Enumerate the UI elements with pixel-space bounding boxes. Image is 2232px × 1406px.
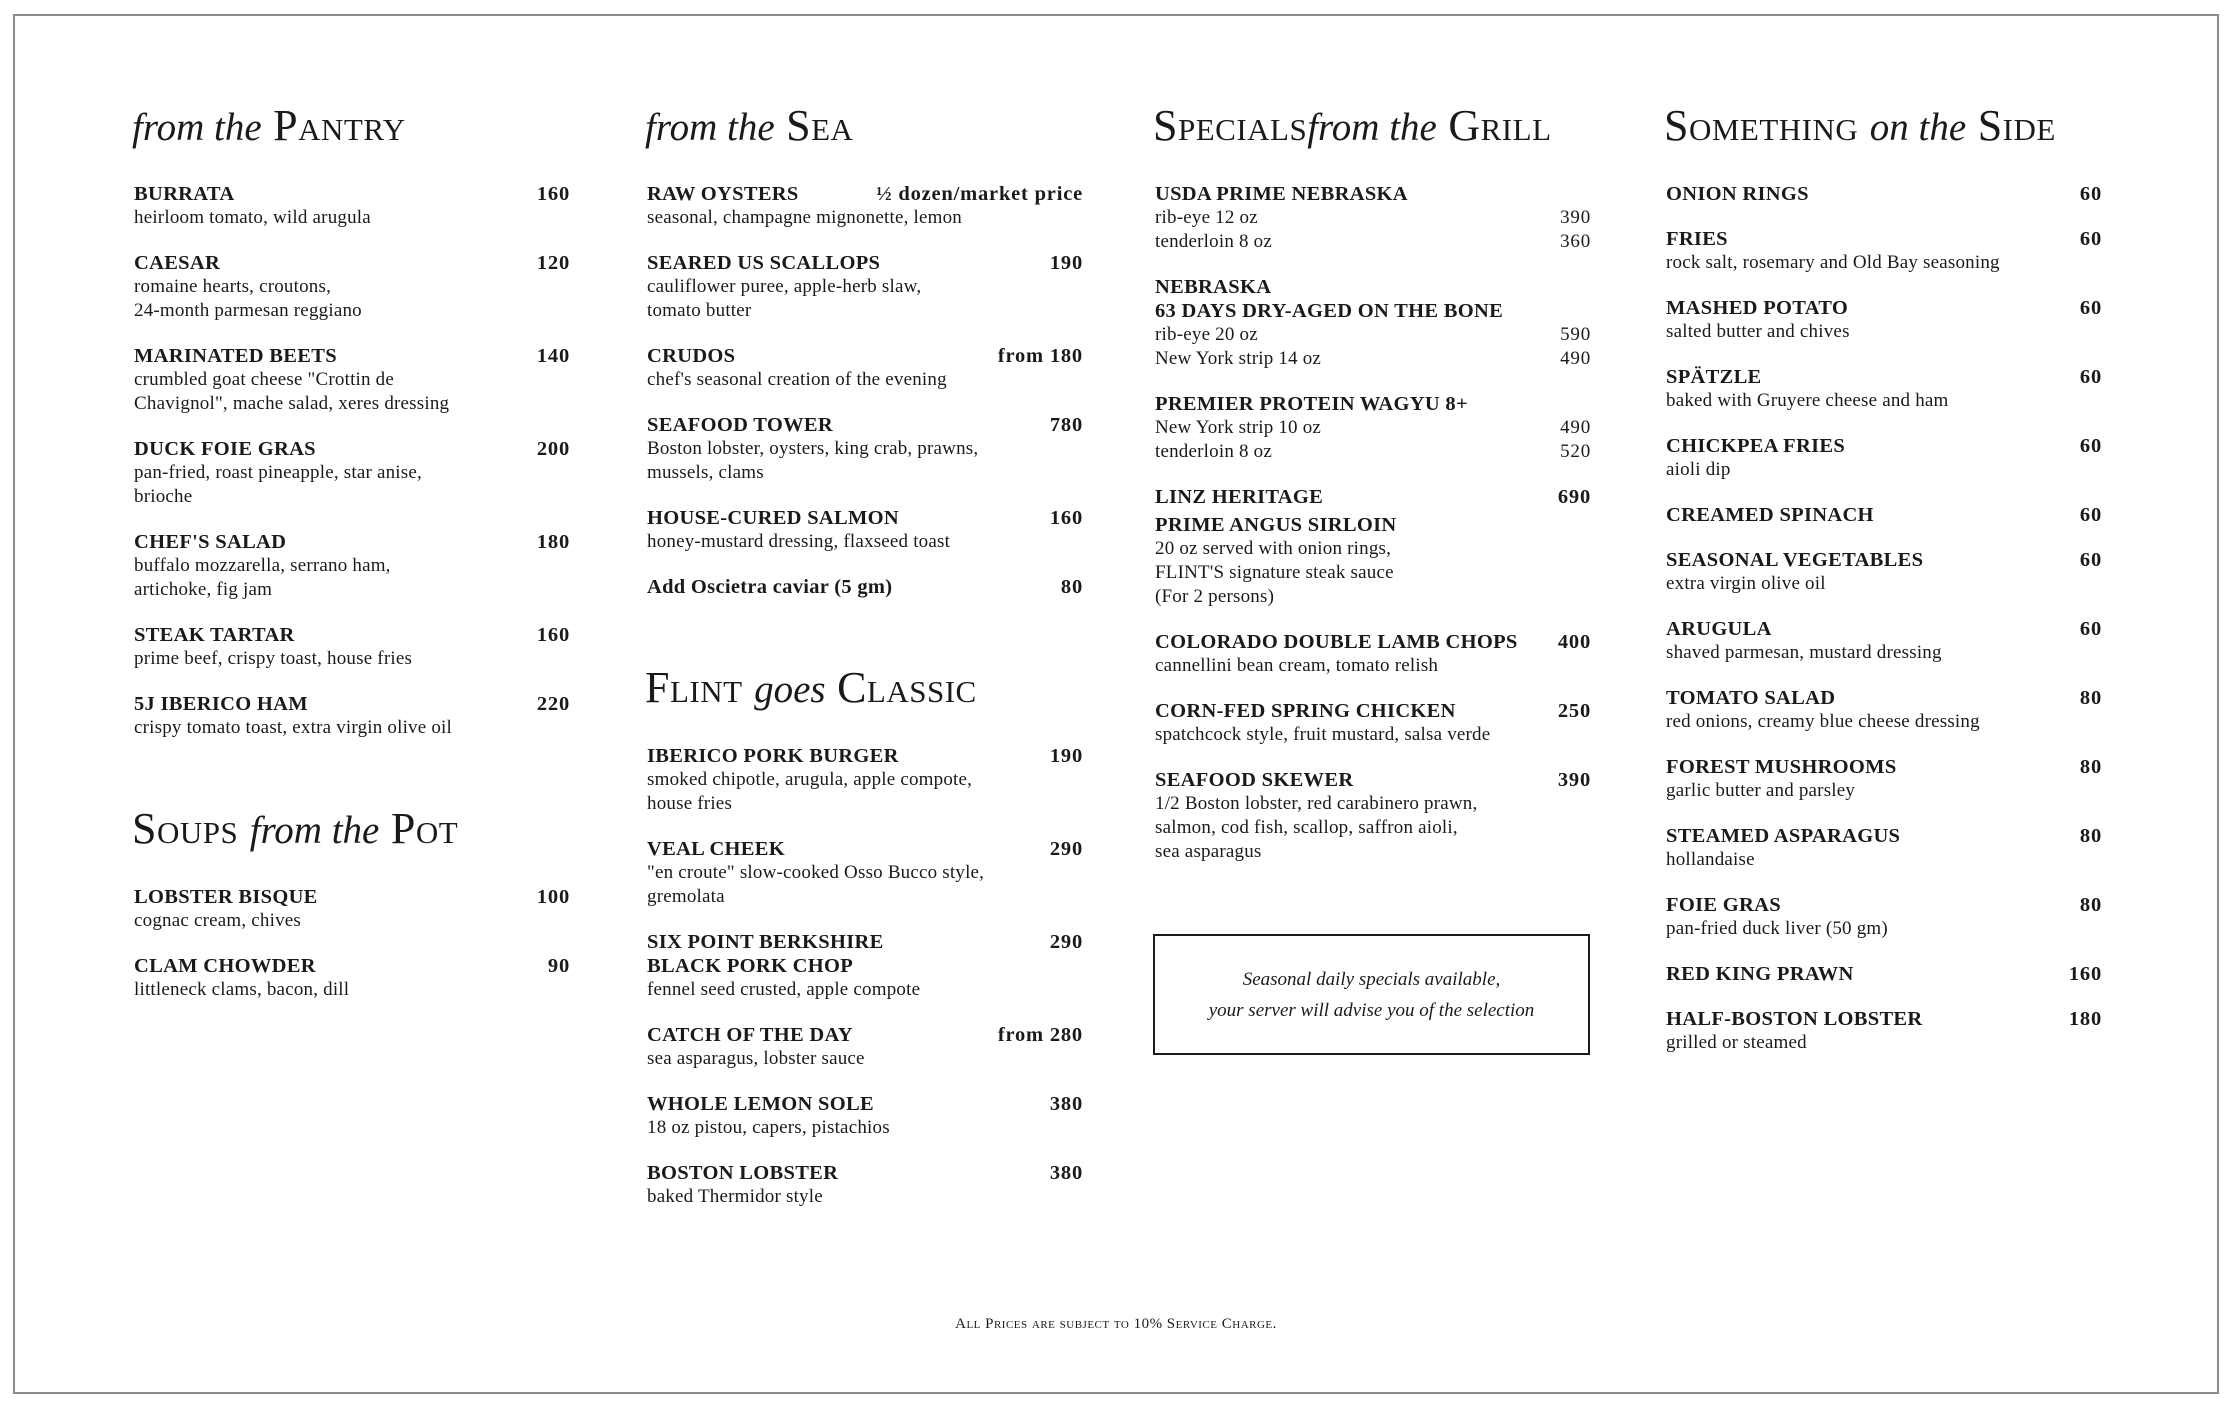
item-price: 180 [2068,1008,2102,1030]
item-name: SEAFOOD TOWER [647,414,833,436]
item-name-line2: PRIME ANGUS SIRLOIN [1155,514,1397,536]
menu-item-wagyu [1155,392,1591,464]
item-name: ONION RINGS [1666,183,1809,205]
item-name: ARUGULA [1666,618,1772,640]
menu-item [134,623,570,671]
item-name: IBERICO PORK BURGER [647,745,899,767]
item-desc: Chavignol", mache salad, xeres dressing [134,393,450,414]
menu-item [647,1023,1083,1071]
item-desc: (For 2 persons) [1155,586,1275,607]
section-title-grill: Specialsfrom the Grill [1153,101,1552,150]
item-price: 60 [2079,618,2102,640]
item-desc: hollandaise [1666,849,1755,870]
item-desc: seasonal, champagne mignonette, lemon [647,207,962,228]
item-name: FRIES [1666,228,1728,250]
item-desc: chef's seasonal creation of the evening [647,369,947,390]
item-desc: grilled or steamed [1666,1032,1807,1053]
item-desc: gremolata [647,886,725,907]
item-price: 200 [536,438,570,460]
item-price: 60 [2079,297,2102,319]
specials-line-2: your server will advise you of the selection [1208,999,1535,1021]
item-desc: artichoke, fig jam [134,579,273,600]
item-desc: salmon, cod fish, scallop, saffron aioli, [1155,817,1458,838]
item-desc: tomato butter [647,300,752,321]
menu-item [134,344,570,416]
section-title-sea: from the Sea [645,101,854,150]
item-price: 80 [2079,756,2102,778]
item-price: 180 [536,531,570,553]
item-desc: smoked chipotle, arugula, apple compote, [647,769,973,790]
item-name: HALF-BOSTON LOBSTER [1666,1008,1923,1030]
item-name-line2: 63 DAYS DRY-AGED ON THE BONE [1155,300,1504,322]
item-price: ½ dozen/market price [876,183,1083,205]
item-name: PREMIER PROTEIN WAGYU 8+ [1155,393,1468,415]
item-price: 60 [2079,504,2102,526]
item-name-line2: BLACK PORK CHOP [647,955,854,977]
column-grill [1155,94,1591,885]
item-price: 60 [2079,366,2102,388]
item-name: FOREST MUSHROOMS [1666,756,1897,778]
item-desc: "en croute" slow-cooked Osso Bucco style, [647,862,985,883]
item-desc: extra virgin olive oil [1666,573,1826,594]
section-title-pantry: from the Pantry [132,101,406,150]
item-price: 220 [536,693,570,715]
item-price: 80 [1060,576,1083,598]
item-desc: littleneck clams, bacon, dill [134,979,350,1000]
menu-item [134,954,570,1002]
menu-item [1666,182,2102,206]
item-desc: crumbled goat cheese "Crottin de [134,369,395,390]
item-desc: sea asparagus, lobster sauce [647,1048,865,1069]
item-name: DUCK FOIE GRAS [134,438,316,460]
item-desc: romaine hearts, croutons, [134,276,332,297]
menu-item [647,251,1083,323]
item-desc: Boston lobster, oysters, king crab, prawns, [647,438,979,459]
item-price: 780 [1049,414,1083,436]
item-desc: shaved parmesan, mustard dressing [1666,642,1942,663]
menu-item-nebraska [1155,275,1591,371]
menu-item [1666,962,2102,986]
item-name: VEAL CHEEK [647,838,785,860]
item-desc: pan-fried duck liver (50 gm) [1666,918,1888,939]
item-name: USDA PRIME NEBRASKA [1155,183,1408,205]
menu-item [1666,893,2102,941]
item-desc: pan-fried, roast pineapple, star anise, [134,462,422,483]
menu-item [134,692,570,740]
item-price: 380 [1049,1162,1083,1184]
item-desc: heirloom tomato, wild arugula [134,207,371,228]
menu-item [134,530,570,602]
service-charge-note: All Prices are subject to 10% Service Charge. [955,1316,1277,1332]
item-price: 190 [1049,252,1083,274]
item-desc: spatchcock style, fruit mustard, salsa verde [1155,724,1491,745]
menu-item [647,506,1083,554]
item-desc: 20 oz served with onion rings, [1155,538,1392,559]
item-desc: aioli dip [1666,459,1731,480]
item-price: 60 [2079,183,2102,205]
item-name: FOIE GRAS [1666,894,1781,916]
menu-item [1666,1007,2102,1055]
item-price: 290 [1049,838,1083,860]
section-title-soups: Soups from the Pot [132,804,459,853]
item-desc: cannellini bean cream, tomato relish [1155,655,1439,676]
menu-item [647,837,1083,909]
item-price: 60 [2079,228,2102,250]
item-name: WHOLE LEMON SOLE [647,1093,874,1115]
menu-item [1666,824,2102,872]
column-sea-classic [647,94,1083,1230]
item-desc: crispy tomato toast, extra virgin olive oil [134,717,452,738]
menu-item [647,1161,1083,1209]
item-name: STEAMED ASPARAGUS [1666,825,1901,847]
item-name: COLORADO DOUBLE LAMB CHOPS [1155,631,1518,653]
cut-row: New York strip 10 oz 490 [1155,417,1591,438]
menu-item [1666,503,2102,527]
item-price: 60 [2079,549,2102,571]
item-name: BURRATA [134,183,235,205]
item-desc: house fries [647,793,733,814]
cut-row: tenderloin 8 oz 520 [1155,441,1591,462]
item-name: SIX POINT BERKSHIRE [647,931,884,953]
item-price: 90 [547,955,570,977]
menu-item [647,1092,1083,1140]
item-name: LOBSTER BISQUE [134,886,318,908]
menu-item-lamb [1155,630,1591,678]
item-name: CATCH OF THE DAY [647,1024,853,1046]
item-price: 690 [1557,486,1591,508]
cut-row: New York strip 14 oz 490 [1155,348,1591,369]
soups-items [134,885,570,1002]
item-name: MASHED POTATO [1666,297,1849,319]
cut-row: rib-eye 20 oz 590 [1155,324,1591,345]
item-price: from 280 [997,1024,1083,1046]
item-desc: cauliflower puree, apple-herb slaw, [647,276,922,297]
item-price: 400 [1557,631,1591,653]
section-title-side: Something on the Side [1664,101,2056,150]
column-side [1666,94,2102,1076]
menu-item-chicken [1155,699,1591,747]
item-price: 140 [536,345,570,367]
item-name: RAW OYSTERS [647,183,799,205]
menu-item [1666,227,2102,275]
item-name: LINZ HERITAGE [1155,486,1324,508]
item-name: 5J IBERICO HAM [134,693,308,715]
item-name: CAESAR [134,252,221,274]
classic-items [647,744,1083,1209]
item-desc: 24-month parmesan reggiano [134,300,362,321]
menu-item [647,930,1083,1002]
item-price: 390 [1557,769,1591,791]
menu-item [134,437,570,509]
item-desc: brioche [134,486,193,507]
menu-item [647,413,1083,485]
menu-item-usda [1155,182,1591,254]
menu-item [1666,548,2102,596]
item-price: 290 [1049,931,1083,953]
item-price: 160 [1049,507,1083,529]
item-name: SEASONAL VEGETABLES [1666,549,1924,571]
item-desc: baked with Gruyere cheese and ham [1666,390,1949,411]
item-name: SPÄTZLE [1666,366,1762,388]
item-price: 160 [2068,963,2102,985]
item-name: MARINATED BEETS [134,345,337,367]
item-desc: rock salt, rosemary and Old Bay seasoning [1666,252,2000,273]
menu-item [1666,686,2102,734]
item-name: Add Oscietra caviar (5 gm) [647,576,893,598]
menu-item [647,344,1083,392]
item-name: TOMATO SALAD [1666,687,1836,709]
menu-item-linz [1155,485,1591,609]
menu-item [647,575,1083,599]
item-price: 190 [1049,745,1083,767]
item-desc: 1/2 Boston lobster, red carabinero prawn, [1155,793,1478,814]
item-price: 80 [2079,687,2102,709]
item-desc: FLINT'S signature steak sauce [1155,562,1394,583]
daily-specials-note [1153,934,1590,1055]
item-name: CREAMED SPINACH [1666,504,1874,526]
item-name: CHICKPEA FRIES [1666,435,1846,457]
menu-item [1666,365,2102,413]
item-desc: buffalo mozzarella, serrano ham, [134,555,391,576]
item-desc: red onions, creamy blue cheese dressing [1666,711,1980,732]
item-desc: honey-mustard dressing, flaxseed toast [647,531,951,552]
item-price: 60 [2079,435,2102,457]
item-name: BOSTON LOBSTER [647,1162,839,1184]
menu-item [1666,434,2102,482]
item-desc: salted butter and chives [1666,321,1850,342]
item-desc: baked Thermidor style [647,1186,823,1207]
item-name: NEBRASKA [1155,276,1272,298]
menu-item [647,182,1083,230]
item-name: STEAK TARTAR [134,624,295,646]
menu-item [1666,296,2102,344]
item-desc: garlic butter and parsley [1666,780,1856,801]
cut-row: tenderloin 8 oz 360 [1155,231,1591,252]
item-name: CRUDOS [647,345,736,367]
cut-row: rib-eye 12 oz 390 [1155,207,1591,228]
item-name: CLAM CHOWDER [134,955,316,977]
specials-line-1: Seasonal daily specials available, [1242,968,1501,990]
item-desc: 18 oz pistou, capers, pistachios [647,1117,890,1138]
section-title-classic: Flint goes Classic [645,663,977,712]
menu-item [647,744,1083,816]
item-name: CORN-FED SPRING CHICKEN [1155,700,1456,722]
menu-item [134,885,570,933]
item-name: RED KING PRAWN [1666,963,1854,985]
menu-item-skewer [1155,768,1591,864]
side-items [1666,182,2102,1055]
item-price: from 180 [997,345,1083,367]
item-name: SEAFOOD SKEWER [1155,769,1354,791]
menu-item [134,251,570,323]
item-name: SEARED US SCALLOPS [647,252,881,274]
item-desc: fennel seed crusted, apple compote [647,979,921,1000]
item-desc: sea asparagus [1155,841,1262,862]
item-desc: prime beef, crispy toast, house fries [134,648,413,669]
item-desc: cognac cream, chives [134,910,301,931]
sea-items [647,182,1083,599]
item-name: CHEF'S SALAD [134,531,287,553]
item-desc: mussels, clams [647,462,764,483]
column-pantry-soups [134,94,570,1023]
item-price: 100 [536,886,570,908]
item-price: 250 [1557,700,1591,722]
menu-item [1666,755,2102,803]
item-name: HOUSE-CURED SALMON [647,507,899,529]
item-price: 380 [1049,1093,1083,1115]
menu-item [134,182,570,230]
item-price: 160 [536,183,570,205]
item-price: 80 [2079,894,2102,916]
item-price: 80 [2079,825,2102,847]
pantry-items [134,182,570,740]
menu-item [1666,617,2102,665]
item-price: 120 [536,252,570,274]
item-price: 160 [536,624,570,646]
